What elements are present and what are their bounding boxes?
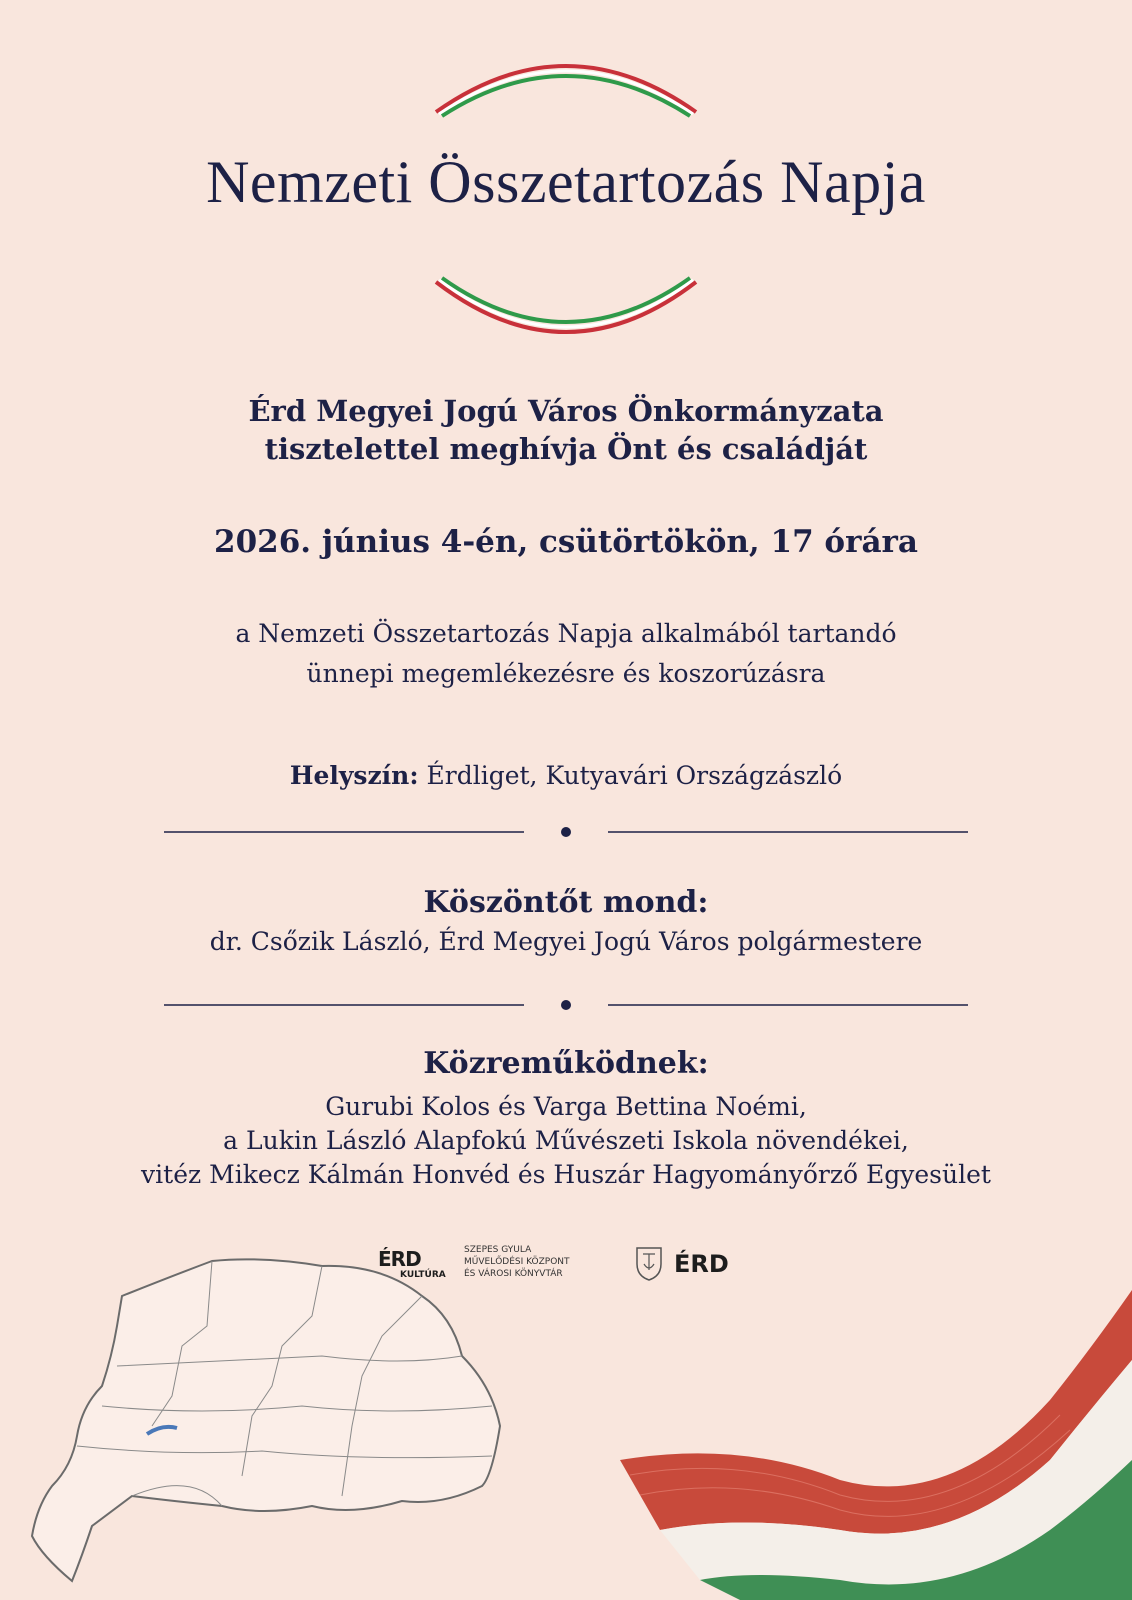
szepes-line-3: ÉS VÁROSI KÖNYVTÁR (464, 1269, 563, 1279)
organizer-line-2: tisztelettel meghívja Önt és családját (264, 432, 868, 466)
organizer-block (0, 392, 1132, 468)
greeting-speaker: dr. Csőzik László, Érd Megyei Jogú Város polgármestere (209, 927, 923, 956)
divider-1 (164, 822, 968, 842)
page-title: Nemzeti Összetartozás Napja (206, 149, 926, 215)
organizer-line-1: Érd Megyei Jogú Város Önkormányzata (248, 394, 884, 428)
greeting-heading: Köszöntőt mond: (423, 885, 709, 920)
divider-2 (164, 995, 968, 1015)
szepes-line-1: SZEPES GYULA (464, 1245, 532, 1255)
occasion-block (0, 614, 1132, 694)
performer-line-2: a Lukin László Alapfokú Művészeti Iskola növendékei, (223, 1126, 909, 1155)
performers-heading: Közreműködnek: (423, 1046, 709, 1081)
venue-value: Érdliget, Kutyavári Országzászló (426, 761, 843, 790)
event-date: 2026. június 4-én, csütörtökön, 17 órára (214, 524, 918, 560)
tricolor-arc-bottom (0, 0, 1132, 360)
performer-line-3: vitéz Mikecz Kálmán Honvéd és Huszár Hagyományőrző Egyesület (141, 1160, 991, 1189)
erd-wordmark: ÉRD (674, 1250, 729, 1278)
erd-kultura-logo: ÉRD (378, 1247, 421, 1271)
venue (0, 761, 1132, 790)
szepes-line-2: MŰVELŐDÉSI KÖZPONT (464, 1257, 570, 1267)
historic-hungary-map (22, 1256, 522, 1586)
occasion-line-1: a Nemzeti Összetartozás Napja alkalmából tartandó (235, 619, 897, 648)
performers-list (0, 1090, 1132, 1192)
erd-kultura-sub: KULTÚRA (400, 1270, 446, 1280)
venue-label: Helyszín: (289, 761, 419, 790)
erd-crest-icon (634, 1244, 664, 1282)
performer-line-1: Gurubi Kolos és Varga Bettina Noémi, (325, 1092, 807, 1121)
hungarian-flag-ribbon (620, 1290, 1132, 1600)
occasion-line-2: ünnepi megemlékezésre és koszorúzásra (306, 659, 826, 688)
